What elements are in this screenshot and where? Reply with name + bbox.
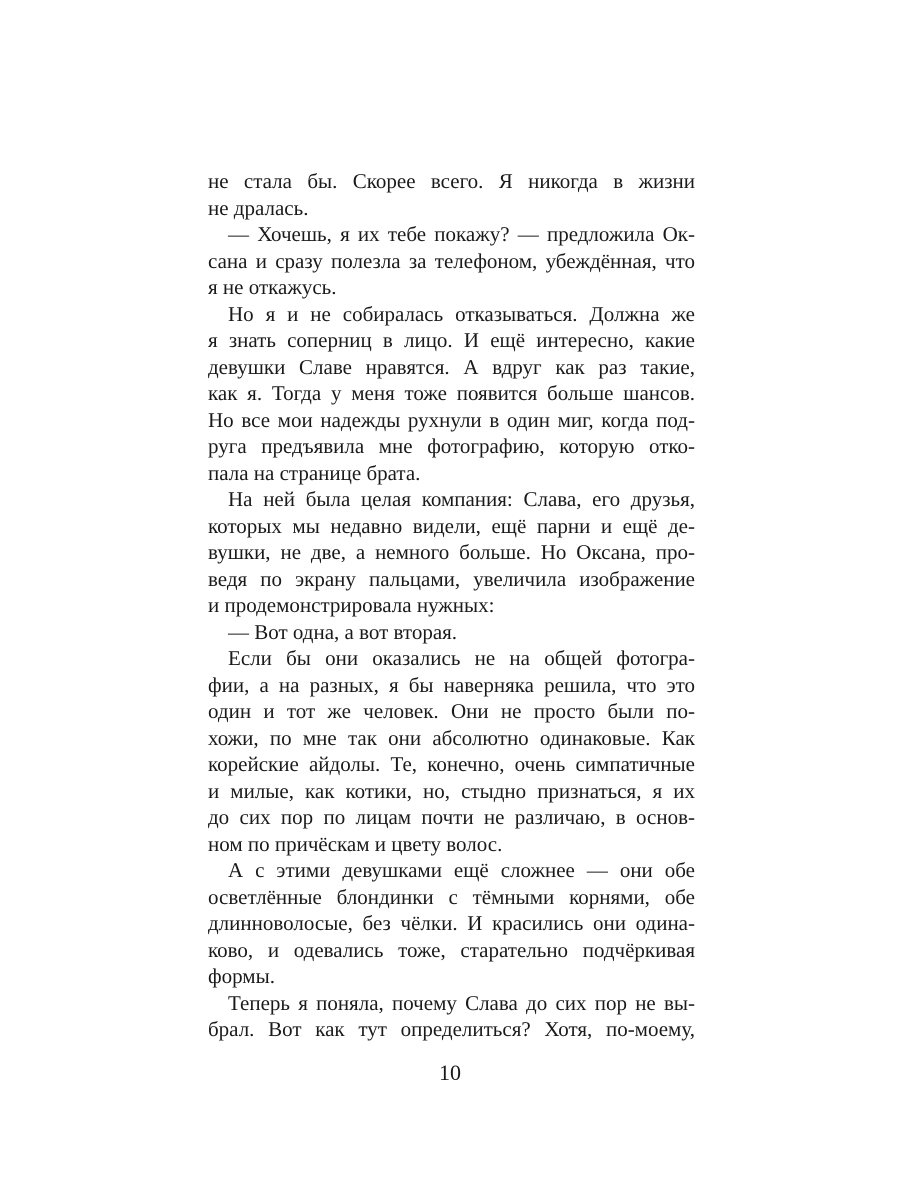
paragraph-7 xyxy=(208,857,695,990)
text-line: ково, и одевались тоже, старательно подчёркивая xyxy=(208,937,695,962)
text-line: которых мы недавно видели, ещё парни и ещё де- xyxy=(208,513,695,538)
text-line: формы. xyxy=(208,964,275,988)
paragraph-3 xyxy=(208,301,695,487)
text-line: длинноволосые, без чёлки. И красились они одина- xyxy=(208,911,695,935)
text-line: осветлённые блондинки с тёмными корнями, обе xyxy=(208,884,695,909)
text-line: ном по причёскам и цвету волос. xyxy=(208,831,503,856)
text-line: вушки, не две, а немного больше. Но Оксана, про- xyxy=(208,540,695,564)
text-line: — Вот одна, а вот вторая. xyxy=(228,619,458,644)
text-line: один и тот же человек. Они не просто были по- xyxy=(208,699,695,723)
text-line: и милые, как котики, но, стыдно признаться, я их xyxy=(208,778,695,803)
text-line: руга предъявила мне фотографию, которую отко- xyxy=(208,434,695,458)
text-line: я не откажусь. xyxy=(208,275,337,299)
text-line: фии, а на разных, я бы наверняка решила, что это xyxy=(208,672,695,697)
text-line: Но все мои надежды рухнули в один миг, когда под- xyxy=(208,407,695,432)
page-number: 10 xyxy=(439,1060,461,1085)
paragraph-8 xyxy=(208,990,695,1043)
text-line: до сих пор по лицам почти не различаю, в основ- xyxy=(208,805,695,829)
paragraph-6 xyxy=(208,645,695,857)
text-line: не стала бы. Скорее всего. Я никогда в жизни xyxy=(208,169,695,193)
text-line: корейские айдолы. Те, конечно, очень симпатичные xyxy=(208,752,695,776)
text-line: я знать соперниц в лицо. И ещё интересно, какие xyxy=(208,328,695,352)
text-line: На ней была целая компания: Слава, его друзья, xyxy=(228,487,695,511)
paragraph-4 xyxy=(208,486,695,619)
text-line: как я. Тогда у меня тоже появится больше шансов. xyxy=(208,381,695,405)
text-line: Теперь я поняла, почему Слава до сих пор не вы- xyxy=(228,990,695,1015)
text-line: А с этими девушками ещё сложнее — они обе xyxy=(228,858,695,882)
text-line: Но я и не собиралась отказываться. Должна же xyxy=(228,301,695,326)
text-line: хожи, по мне так они абсолютно одинаковые. Как xyxy=(208,725,695,750)
text-line: ведя по экрану пальцами, увеличила изображение xyxy=(208,566,695,591)
paragraph-2 xyxy=(208,221,695,301)
text-line: пала на странице брата. xyxy=(208,460,421,485)
paragraph-1 xyxy=(208,168,695,221)
text-line: девушки Славе нравятся. А вдруг как раз такие, xyxy=(208,354,695,379)
text-line: и продемонстрировала нужных: xyxy=(208,593,495,617)
text-line: — Хочешь, я их тебе покажу? — предложила Ок- xyxy=(228,222,695,246)
text-line: сана и сразу полезла за телефоном, убеждённая, что xyxy=(208,248,695,273)
text-line: брал. Вот как тут определиться? Хотя, по-моему, xyxy=(208,1017,695,1041)
text-line: не дралась. xyxy=(208,195,309,220)
paragraph-5 xyxy=(208,619,695,646)
text-line: Если бы они оказались не на общей фотогра- xyxy=(228,646,695,670)
body-text xyxy=(208,168,695,1043)
